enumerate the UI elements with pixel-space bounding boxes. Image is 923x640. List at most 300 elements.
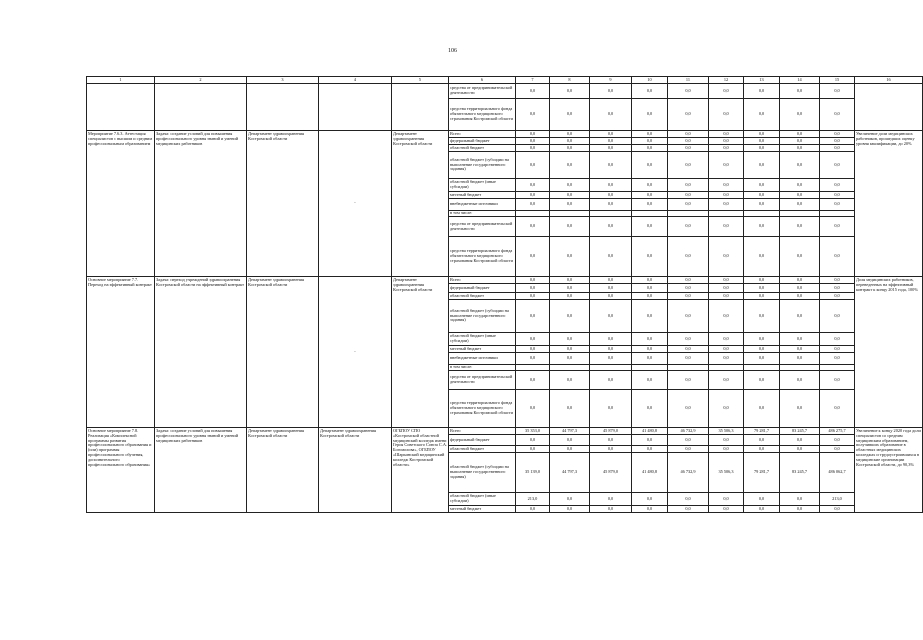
value-cell: 0,0 [709, 138, 744, 145]
value-cell: 83 245,7 [780, 453, 820, 493]
value-cell: 0,0 [516, 300, 550, 333]
value-cell: 0,0 [632, 237, 668, 277]
value-cell: 0,0 [632, 138, 668, 145]
value-cell: 0,0 [550, 145, 590, 152]
budget-table [86, 76, 923, 513]
value-cell: 46 732,9 [668, 428, 709, 435]
value-cell: 0,0 [550, 84, 590, 99]
value-cell: 0,0 [550, 390, 590, 428]
value-cell: 0,0 [780, 390, 820, 428]
value-cell: 0,0 [820, 192, 855, 199]
funding-source: областной бюджет (субсидии на выполнение государственного задания) [449, 300, 516, 333]
value-cell: 0,0 [632, 353, 668, 365]
value-cell: 79 281,7 [744, 453, 780, 493]
value-cell: 0,0 [632, 346, 668, 353]
value-cell: 486 062,7 [820, 453, 855, 493]
value-cell: 0,0 [780, 284, 820, 293]
value-cell: 0,0 [668, 390, 709, 428]
value-cell: 0,0 [709, 192, 744, 199]
value-cell: 0,0 [744, 346, 780, 353]
value-cell: 0,0 [744, 446, 780, 453]
table-row [87, 428, 923, 435]
value-cell: 0,0 [550, 293, 590, 300]
value-cell: 0,0 [780, 152, 820, 179]
value-cell: 0,0 [744, 145, 780, 152]
section-col-1: Мероприятие 7.6.3. Аттестация специалистов с высшим и средним профессиональным образованием [87, 131, 155, 277]
value-cell: 0,0 [709, 346, 744, 353]
value-cell: 0,0 [780, 217, 820, 237]
value-cell: 0,0 [632, 371, 668, 390]
value-cell: 0,0 [632, 145, 668, 152]
value-cell: 0,0 [820, 277, 855, 284]
table-row [87, 84, 923, 99]
value-cell: 0,0 [632, 192, 668, 199]
value-cell: 0,0 [744, 237, 780, 277]
table-row [87, 131, 923, 138]
section-col-1: Основное мероприятие 7.7. Переход на эффективный контракт [87, 277, 155, 428]
value-cell: 0,0 [820, 284, 855, 293]
section-col-5 [392, 84, 449, 131]
funding-source: областной бюджет (иные субсидии) [449, 179, 516, 192]
table-body [87, 77, 923, 513]
value-cell: 79 281,7 [744, 428, 780, 435]
value-cell: 0,0 [668, 435, 709, 446]
value-cell: 0,0 [632, 506, 668, 513]
value-cell: 0,0 [820, 435, 855, 446]
value-cell: 0,0 [744, 493, 780, 506]
value-cell: 0,0 [632, 333, 668, 346]
column-header-11: 11 [668, 77, 709, 84]
column-header-4: 4 [319, 77, 392, 84]
funding-source: областной бюджет (иные субсидии) [449, 493, 516, 506]
value-cell: 35 139,0 [516, 453, 550, 493]
funding-source: Всего [449, 428, 516, 435]
value-cell: 0,0 [590, 277, 632, 284]
value-cell: 0,0 [780, 179, 820, 192]
value-cell: 0,0 [590, 199, 632, 211]
value-cell: 0,0 [668, 179, 709, 192]
value-cell: 41 480,8 [632, 428, 668, 435]
value-cell: 46 732,9 [668, 453, 709, 493]
value-cell: 0,0 [550, 493, 590, 506]
value-cell: 0,0 [516, 353, 550, 365]
value-cell: 213,0 [820, 493, 855, 506]
column-header-5: 5 [392, 77, 449, 84]
value-cell: 0,0 [590, 293, 632, 300]
value-cell: 0,0 [516, 179, 550, 192]
value-cell: 35 353,0 [516, 428, 550, 435]
value-cell: 0,0 [516, 131, 550, 138]
section-result [855, 84, 923, 131]
value-cell: 0,0 [516, 346, 550, 353]
section-result: Увеличение к концу 2020 года доли специалистов со средним медицинским образованием, получивших образование в областных медицинских колледжах и трудоустроившихся в медицинские организации Костромской области, до 90,3% [855, 428, 923, 513]
value-cell: 0,0 [632, 84, 668, 99]
value-cell: 0,0 [744, 277, 780, 284]
value-cell: 0,0 [780, 371, 820, 390]
value-cell: 0,0 [550, 371, 590, 390]
value-cell: 0,0 [780, 277, 820, 284]
value-cell: 0,0 [668, 493, 709, 506]
section-col-4 [319, 84, 392, 131]
value-cell: 0,0 [780, 506, 820, 513]
value-cell: 0,0 [744, 390, 780, 428]
funding-source: федеральный бюджет [449, 138, 516, 145]
value-cell: 0,0 [820, 353, 855, 365]
value-cell: 0,0 [709, 353, 744, 365]
section-col-2 [155, 84, 247, 131]
value-cell: 0,0 [590, 353, 632, 365]
value-cell: 0,0 [820, 138, 855, 145]
section-col-4: Департамент здравоохранения Костромской области [319, 428, 392, 513]
value-cell: 0,0 [590, 493, 632, 506]
value-cell: 35 506,3 [709, 453, 744, 493]
section-col-2: Задача: создание условий для повышения профессионального уровня знаний и умений медицинских работников [155, 428, 247, 513]
section-col-1 [87, 84, 155, 131]
column-header-row [87, 77, 923, 84]
value-cell: 0,0 [516, 371, 550, 390]
value-cell: 0,0 [590, 217, 632, 237]
value-cell: 0,0 [668, 300, 709, 333]
value-cell: 0,0 [780, 346, 820, 353]
value-cell: 0,0 [668, 284, 709, 293]
value-cell: 0,0 [668, 99, 709, 131]
value-cell: 0,0 [516, 145, 550, 152]
value-cell: 0,0 [709, 506, 744, 513]
value-cell: 0,0 [709, 284, 744, 293]
value-cell: 0,0 [820, 131, 855, 138]
value-cell: 0,0 [516, 84, 550, 99]
value-cell: 0,0 [550, 131, 590, 138]
value-cell: 0,0 [668, 138, 709, 145]
value-cell: 44 797,3 [550, 428, 590, 435]
funding-source: средства территориального фонда обязательного медицинского страхования Костромской области [449, 237, 516, 277]
value-cell: 0,0 [744, 199, 780, 211]
column-header-12: 12 [709, 77, 744, 84]
value-cell: 0,0 [516, 390, 550, 428]
value-cell: 0,0 [550, 237, 590, 277]
value-cell: 0,0 [516, 277, 550, 284]
section-col-5: Департамент здравоохранения Костромской области [392, 131, 449, 277]
value-cell: 0,0 [744, 192, 780, 199]
section-col-2: Задача: создание условий для повышения профессионального уровня знаний и умений медицинских работников [155, 131, 247, 277]
value-cell: 0,0 [668, 293, 709, 300]
value-cell: 0,0 [820, 446, 855, 453]
value-cell: 0,0 [590, 237, 632, 277]
value-cell: 0,0 [744, 99, 780, 131]
value-cell: 0,0 [550, 192, 590, 199]
value-cell: 0,0 [709, 390, 744, 428]
value-cell: 83 245,7 [780, 428, 820, 435]
value-cell: 0,0 [668, 277, 709, 284]
value-cell: 0,0 [820, 99, 855, 131]
value-cell: 0,0 [550, 284, 590, 293]
value-cell: 0,0 [632, 293, 668, 300]
column-header-10: 10 [632, 77, 668, 84]
value-cell: 0,0 [744, 333, 780, 346]
value-cell: 0,0 [820, 293, 855, 300]
funding-source: средства от предпринимательской деятельности [449, 371, 516, 390]
value-cell: 486 275,7 [820, 428, 855, 435]
value-cell: 0,0 [632, 300, 668, 333]
section-col-3: Департамент здравоохранения Костромской области [247, 428, 319, 513]
value-cell: 0,0 [744, 179, 780, 192]
value-cell: 0,0 [780, 446, 820, 453]
funding-source: местный бюджет [449, 506, 516, 513]
value-cell: 0,0 [516, 506, 550, 513]
value-cell: 0,0 [744, 152, 780, 179]
value-cell: 0,0 [590, 346, 632, 353]
value-cell: 0,0 [632, 199, 668, 211]
value-cell: 0,0 [632, 435, 668, 446]
column-header-6: 6 [449, 77, 516, 84]
column-header-8: 8 [550, 77, 590, 84]
value-cell: 0,0 [550, 300, 590, 333]
value-cell: 0,0 [668, 152, 709, 179]
value-cell: 0,0 [744, 217, 780, 237]
value-cell: 0,0 [820, 390, 855, 428]
value-cell: 0,0 [780, 293, 820, 300]
funding-source: областной бюджет (субсидии на выполнение государственного задания) [449, 152, 516, 179]
value-cell: 0,0 [516, 192, 550, 199]
column-header-7: 7 [516, 77, 550, 84]
value-cell: 0,0 [668, 84, 709, 99]
column-header-1: 1 [87, 77, 155, 84]
value-cell: 0,0 [516, 138, 550, 145]
value-cell: 0,0 [820, 217, 855, 237]
funding-source: средства от предпринимательской деятельности [449, 217, 516, 237]
value-cell: 0,0 [516, 333, 550, 346]
value-cell: 0,0 [550, 346, 590, 353]
value-cell: 0,0 [744, 131, 780, 138]
section-col-1: Основное мероприятие 7.8. Реализация «Комплексной программы развития профессионального образования и (или) программы профессионального обучения, дополнительного профессионального образования» [87, 428, 155, 513]
column-header-15: 15 [820, 77, 855, 84]
value-cell: 0,0 [744, 84, 780, 99]
funding-source: внебюджетные источники [449, 353, 516, 365]
section-col-3: Департамент здравоохранения Костромской области [247, 277, 319, 428]
funding-source: Всего [449, 277, 516, 284]
funding-source: областной бюджет [449, 145, 516, 152]
value-cell: 0,0 [590, 371, 632, 390]
value-cell: 0,0 [632, 284, 668, 293]
funding-source: областной бюджет [449, 293, 516, 300]
value-cell: 0,0 [780, 300, 820, 333]
section-result: Доля медицинских работников, переведенных на эффективный контракт к концу 2015 года, 100% [855, 277, 923, 428]
section-col-5: Департамент здравоохранения Костромской области [392, 277, 449, 428]
value-cell: 213,0 [516, 493, 550, 506]
value-cell: 0,0 [590, 446, 632, 453]
value-cell: 0,0 [516, 152, 550, 179]
value-cell: 0,0 [744, 138, 780, 145]
value-cell: 0,0 [780, 138, 820, 145]
value-cell: 0,0 [820, 84, 855, 99]
value-cell: 0,0 [550, 435, 590, 446]
value-cell: 0,0 [590, 300, 632, 333]
value-cell: 0,0 [709, 237, 744, 277]
value-cell: 0,0 [668, 346, 709, 353]
value-cell: 0,0 [668, 506, 709, 513]
value-cell: 0,0 [668, 192, 709, 199]
value-cell: 0,0 [550, 353, 590, 365]
column-header-14: 14 [780, 77, 820, 84]
section-result: Увеличение доли медицинских работников, прошедших оценку уровня квалификации, до 20% [855, 131, 923, 277]
value-cell: 0,0 [668, 446, 709, 453]
value-cell: 0,0 [780, 84, 820, 99]
value-cell: 0,0 [780, 493, 820, 506]
value-cell: 0,0 [820, 152, 855, 179]
table-row [87, 277, 923, 284]
value-cell: 0,0 [744, 353, 780, 365]
value-cell: 0,0 [780, 199, 820, 211]
value-cell: 35 506,3 [709, 428, 744, 435]
value-cell: 0,0 [590, 131, 632, 138]
value-cell: 0,0 [820, 145, 855, 152]
value-cell: 0,0 [516, 284, 550, 293]
value-cell: 41 480,8 [632, 453, 668, 493]
section-col-2: Задача: переход учреждений здравоохранения Костромской области на эффективный контракт [155, 277, 247, 428]
value-cell: 0,0 [590, 138, 632, 145]
value-cell: 0,0 [709, 84, 744, 99]
value-cell: 0,0 [820, 300, 855, 333]
value-cell: 0,0 [709, 435, 744, 446]
value-cell: 0,0 [668, 353, 709, 365]
funding-source: федеральный бюджет [449, 435, 516, 446]
value-cell: 0,0 [550, 333, 590, 346]
value-cell: 0,0 [709, 179, 744, 192]
value-cell: 0,0 [820, 506, 855, 513]
value-cell: 0,0 [820, 199, 855, 211]
funding-source: областной бюджет (субсидии на выполнение государственного задания) [449, 453, 516, 493]
value-cell: 0,0 [668, 199, 709, 211]
column-header-16: 16 [855, 77, 923, 84]
value-cell: 0,0 [550, 199, 590, 211]
value-cell: 0,0 [632, 179, 668, 192]
section-col-4: - [319, 277, 392, 428]
value-cell: 0,0 [550, 99, 590, 131]
value-cell: 0,0 [709, 493, 744, 506]
funding-source: местный бюджет [449, 192, 516, 199]
value-cell: 0,0 [550, 217, 590, 237]
value-cell: 0,0 [744, 371, 780, 390]
value-cell: 0,0 [632, 152, 668, 179]
value-cell: 0,0 [668, 237, 709, 277]
value-cell: 0,0 [709, 99, 744, 131]
value-cell: 0,0 [632, 390, 668, 428]
value-cell: 0,0 [668, 333, 709, 346]
funding-source: средства от предпринимательской деятельности [449, 84, 516, 99]
value-cell: 0,0 [744, 284, 780, 293]
value-cell: 0,0 [780, 131, 820, 138]
value-cell: 0,0 [709, 293, 744, 300]
funding-source: федеральный бюджет [449, 284, 516, 293]
value-cell: 0,0 [632, 446, 668, 453]
funding-source: областной бюджет [449, 446, 516, 453]
value-cell: 0,0 [668, 371, 709, 390]
value-cell: 0,0 [780, 333, 820, 346]
value-cell: 0,0 [780, 145, 820, 152]
column-header-9: 9 [590, 77, 632, 84]
value-cell: 0,0 [780, 353, 820, 365]
funding-source: местный бюджет [449, 346, 516, 353]
column-header-2: 2 [155, 77, 247, 84]
value-cell: 0,0 [550, 138, 590, 145]
value-cell: 0,0 [590, 145, 632, 152]
value-cell: 0,0 [590, 84, 632, 99]
value-cell: 0,0 [709, 145, 744, 152]
value-cell: 0,0 [550, 179, 590, 192]
value-cell: 0,0 [516, 293, 550, 300]
value-cell: 0,0 [516, 446, 550, 453]
value-cell: 0,0 [632, 217, 668, 237]
value-cell: 0,0 [550, 506, 590, 513]
column-header-3: 3 [247, 77, 319, 84]
value-cell: 0,0 [550, 277, 590, 284]
funding-source: в том числе: [449, 365, 516, 371]
section-col-3 [247, 84, 319, 131]
value-cell: 0,0 [632, 493, 668, 506]
value-cell: 0,0 [709, 371, 744, 390]
value-cell: 45 879,0 [590, 428, 632, 435]
funding-source: средства территориального фонда обязательного медицинского страхования Костромской области [449, 99, 516, 131]
value-cell: 0,0 [668, 145, 709, 152]
section-col-4: - [319, 131, 392, 277]
value-cell: 0,0 [744, 293, 780, 300]
value-cell: 0,0 [516, 217, 550, 237]
value-cell: 0,0 [744, 300, 780, 333]
value-cell: 0,0 [820, 237, 855, 277]
value-cell: 0,0 [820, 346, 855, 353]
funding-source: в том числе: [449, 211, 516, 217]
value-cell: 0,0 [590, 152, 632, 179]
value-cell: 0,0 [820, 371, 855, 390]
value-cell: 0,0 [590, 390, 632, 428]
value-cell: 0,0 [590, 192, 632, 199]
funding-source: областной бюджет (иные субсидии) [449, 333, 516, 346]
page-number: 106 [448, 48, 457, 54]
value-cell: 0,0 [780, 435, 820, 446]
section-col-5: ОГБПОУ СПО «Костромской областной медицинский колледж имени Героя Советского Союза С.А. Богомолова», ОГБПОУ «Шарьинский медицинский колледж Костромской области» [392, 428, 449, 513]
value-cell: 45 879,0 [590, 453, 632, 493]
value-cell: 0,0 [590, 506, 632, 513]
value-cell: 0,0 [590, 333, 632, 346]
value-cell: 0,0 [516, 435, 550, 446]
value-cell: 0,0 [550, 446, 590, 453]
value-cell: 0,0 [780, 99, 820, 131]
value-cell: 0,0 [516, 99, 550, 131]
value-cell: 0,0 [780, 237, 820, 277]
value-cell: 0,0 [709, 131, 744, 138]
funding-source: Всего [449, 131, 516, 138]
value-cell: 0,0 [780, 192, 820, 199]
value-cell: 0,0 [709, 199, 744, 211]
value-cell: 0,0 [820, 333, 855, 346]
value-cell: 0,0 [632, 99, 668, 131]
column-header-13: 13 [744, 77, 780, 84]
value-cell: 0,0 [590, 179, 632, 192]
section-col-3: Департамент здравоохранения Костромской области [247, 131, 319, 277]
value-cell: 0,0 [590, 284, 632, 293]
value-cell: 0,0 [709, 300, 744, 333]
funding-source: внебюджетные источники [449, 199, 516, 211]
funding-source: средства территориального фонда обязательного медицинского страхования Костромской области [449, 390, 516, 428]
value-cell: 0,0 [516, 237, 550, 277]
value-cell: 0,0 [709, 446, 744, 453]
value-cell: 0,0 [632, 277, 668, 284]
value-cell: 0,0 [709, 152, 744, 179]
value-cell: 0,0 [820, 179, 855, 192]
value-cell: 44 797,3 [550, 453, 590, 493]
value-cell: 0,0 [550, 152, 590, 179]
value-cell: 0,0 [744, 435, 780, 446]
